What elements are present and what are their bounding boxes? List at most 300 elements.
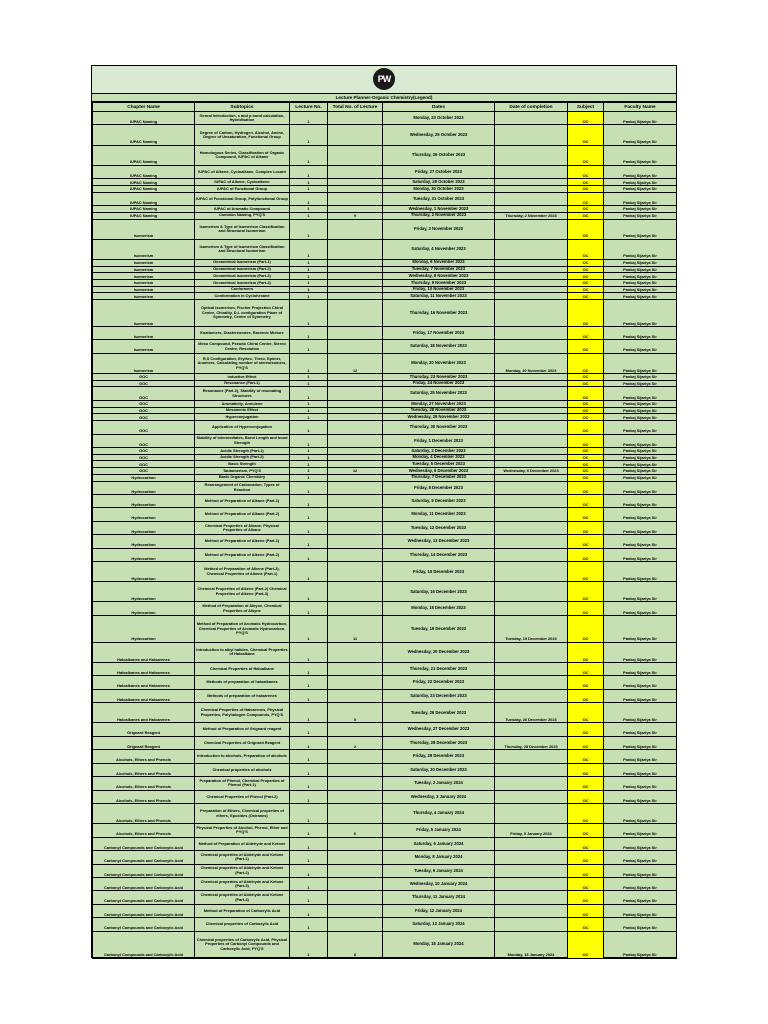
faculty-cell: Pankaj Sijariya Sir	[604, 179, 677, 186]
table-row	[93, 750, 677, 763]
faculty-cell: Pankaj Sijariya Sir	[604, 273, 677, 280]
subtopic-cell: Resonance (Part-1)	[195, 380, 290, 387]
table-row	[93, 145, 677, 165]
subtopic-cell: IUPAC of Alkene, Cycloalkene	[195, 179, 290, 186]
lecture-no-cell: 1	[290, 562, 328, 582]
faculty-cell: Pankaj Sijariya Sir	[604, 777, 677, 790]
date-cell: Thursday, 26 October 2023	[383, 145, 495, 165]
subject-cell: OC	[568, 582, 604, 602]
faculty-cell: Pankaj Sijariya Sir	[604, 286, 677, 293]
chapter-cell: IUPAC Naming	[93, 192, 195, 205]
completion-date-cell	[495, 851, 568, 864]
subtopic-cell: Chemical Properties of Alkene (Part-2) Chemical Properties of Alkene (Part-3)	[195, 582, 290, 602]
total-lectures-cell	[328, 461, 383, 468]
chapter-cell: Isomerism	[93, 286, 195, 293]
date-cell: Thursday, 21 December 2023	[383, 662, 495, 675]
faculty-cell: Pankaj Sijariya Sir	[604, 723, 677, 736]
table-row	[93, 877, 677, 890]
subject-cell: OC	[568, 562, 604, 582]
completion-date-cell	[495, 380, 568, 387]
table-row	[93, 676, 677, 689]
subject-cell: OC	[568, 824, 604, 837]
completion-date-cell	[495, 340, 568, 353]
faculty-cell: Pankaj Sijariya Sir	[604, 279, 677, 286]
date-cell: Wednesday, 13 December 2023	[383, 535, 495, 548]
date-cell: Saturday, 16 December 2023	[383, 582, 495, 602]
lecture-no-cell: 1	[290, 340, 328, 353]
lecture-no-cell: 1	[290, 736, 328, 749]
total-lectures-cell	[328, 165, 383, 178]
chapter-cell: Alcohols, Ethers and Phenols	[93, 804, 195, 824]
completion-date-cell	[495, 723, 568, 736]
date-cell: Wednesday, 25 October 2023	[383, 125, 495, 145]
completion-date-cell	[495, 689, 568, 702]
subtopic-cell: Geometrical Isomerism (Part-4)	[195, 279, 290, 286]
total-lectures-cell: 5	[328, 703, 383, 723]
completion-date-cell	[495, 219, 568, 239]
subject-cell: OC	[568, 804, 604, 824]
subtopic-cell: Meso Compound, Pseudo Chiral Centre, Stereo Centre, Resolution	[195, 340, 290, 353]
total-lectures-cell	[328, 474, 383, 481]
completion-date-cell	[495, 602, 568, 615]
total-lectures-cell	[328, 790, 383, 803]
lecture-no-cell: 1	[290, 212, 328, 219]
table-row	[93, 259, 677, 266]
date-cell: Tuesday, 7 November 2023	[383, 266, 495, 273]
chapter-cell: Haloalkanes and Haloarenes	[93, 662, 195, 675]
total-lectures-cell	[328, 851, 383, 864]
completion-date-cell	[495, 414, 568, 421]
completion-date-cell	[495, 676, 568, 689]
date-cell: Friday, 22 December 2023	[383, 676, 495, 689]
date-cell: Thursday, 2 November 2023	[383, 212, 495, 219]
total-lectures-cell: 9	[328, 212, 383, 219]
faculty-cell: Pankaj Sijariya Sir	[604, 165, 677, 178]
subject-cell: OC	[568, 387, 604, 400]
subject-cell: OC	[568, 474, 604, 481]
date-cell: Saturday, 25 November 2023	[383, 387, 495, 400]
completion-date-cell	[495, 535, 568, 548]
faculty-cell: Pankaj Sijariya Sir	[604, 300, 677, 327]
table-row	[93, 192, 677, 205]
date-cell: Saturday, 6 January 2024	[383, 837, 495, 850]
completion-date-cell	[495, 904, 568, 917]
completion-date-cell: Thursday, 2 November 2023	[495, 212, 568, 219]
chapter-cell: Grignard Reagent	[93, 723, 195, 736]
chapter-cell: Alcohols, Ethers and Phenols	[93, 750, 195, 763]
lecture-planner-sheet	[91, 65, 677, 958]
completion-date-cell	[495, 521, 568, 534]
completion-date-cell	[495, 206, 568, 213]
chapter-cell: Isomerism	[93, 300, 195, 327]
total-lectures-cell	[328, 918, 383, 931]
completion-date-cell	[495, 891, 568, 904]
subtopic-cell: Preparation of Ethers, Chemical properties of ethers, Epoxides (Oxiranes)	[195, 804, 290, 824]
faculty-cell: Pankaj Sijariya Sir	[604, 414, 677, 421]
total-lectures-cell: 12	[328, 468, 383, 475]
subject-cell: OC	[568, 736, 604, 749]
chapter-cell: Hydrocarbon	[93, 582, 195, 602]
total-lectures-cell	[328, 293, 383, 300]
completion-date-cell	[495, 454, 568, 461]
date-cell: Friday, 3 November 2023	[383, 219, 495, 239]
table-row	[93, 353, 677, 373]
total-lectures-cell	[328, 340, 383, 353]
subject-cell: OC	[568, 891, 604, 904]
subtopic-cell: Chemical Properties of Phenol (Part-2)	[195, 790, 290, 803]
completion-date-cell	[495, 582, 568, 602]
date-cell: Saturday, 28 October 2023	[383, 179, 495, 186]
completion-date-cell: Wednesday, 6 December 2023	[495, 468, 568, 475]
faculty-cell: Pankaj Sijariya Sir	[604, 931, 677, 958]
lecture-no-cell: 1	[290, 327, 328, 340]
completion-date-cell	[495, 548, 568, 561]
table-row	[93, 851, 677, 864]
completion-date-cell	[495, 434, 568, 447]
lecture-no-cell: 1	[290, 508, 328, 521]
table-row	[93, 468, 677, 475]
date-cell: Thursday, 30 November 2023	[383, 421, 495, 434]
faculty-cell: Pankaj Sijariya Sir	[604, 112, 677, 125]
faculty-cell: Pankaj Sijariya Sir	[604, 562, 677, 582]
subject-cell: OC	[568, 273, 604, 280]
total-lectures-cell	[328, 763, 383, 776]
lecture-no-cell: 1	[290, 125, 328, 145]
chapter-cell: Hydrocarbon	[93, 535, 195, 548]
total-lectures-cell: 12	[328, 353, 383, 373]
subtopic-cell: Basic Strength	[195, 461, 290, 468]
subtopic-cell: Chemical Properties of Haloalkane	[195, 662, 290, 675]
chapter-cell: IUPAC Naming	[93, 125, 195, 145]
table-row	[93, 125, 677, 145]
chapter-cell: Alcohols, Ethers and Phenols	[93, 763, 195, 776]
faculty-cell: Pankaj Sijariya Sir	[604, 468, 677, 475]
total-lectures-cell	[328, 454, 383, 461]
subtopic-cell: IUPAC of Aromatic Compound	[195, 206, 290, 213]
total-lectures-cell	[328, 535, 383, 548]
completion-date-cell	[495, 259, 568, 266]
lecture-no-cell: 1	[290, 407, 328, 414]
completion-date-cell	[495, 481, 568, 494]
subject-cell: OC	[568, 777, 604, 790]
date-cell: Monday, 30 October 2023	[383, 185, 495, 192]
completion-date-cell	[495, 864, 568, 877]
chapter-cell: Grignard Reagent	[93, 736, 195, 749]
faculty-cell: Pankaj Sijariya Sir	[604, 918, 677, 931]
lecture-no-cell: 1	[290, 602, 328, 615]
logo-text: PW	[377, 74, 391, 84]
sheet-title: Lecture Planner-Organic Chemistry(Legend)	[92, 94, 676, 102]
table-row	[93, 421, 677, 434]
subject-cell: OC	[568, 750, 604, 763]
subject-cell: OC	[568, 877, 604, 890]
table-row	[93, 300, 677, 327]
chapter-cell: GOC	[93, 400, 195, 407]
lecture-no-cell: 1	[290, 723, 328, 736]
subtopic-cell: Conformation in Cyclohexane	[195, 293, 290, 300]
chapter-cell: Carbonyl Compounds and Carboxylic Acid	[93, 918, 195, 931]
total-lectures-cell: 11	[328, 615, 383, 642]
lecture-no-cell: 1	[290, 662, 328, 675]
col-header-dates: Dates	[383, 103, 495, 112]
date-cell: Friday, 1 December 2023	[383, 434, 495, 447]
lecture-no-cell: 1	[290, 548, 328, 561]
faculty-cell: Pankaj Sijariya Sir	[604, 474, 677, 481]
table-row	[93, 179, 677, 186]
chapter-cell: Isomerism	[93, 219, 195, 239]
table-row	[93, 239, 677, 259]
lecture-no-cell: 1	[290, 273, 328, 280]
lecture-no-cell: 1	[290, 185, 328, 192]
faculty-cell: Pankaj Sijariya Sir	[604, 374, 677, 381]
date-cell: Wednesday, 1 November 2023	[383, 206, 495, 213]
subject-cell: OC	[568, 548, 604, 561]
subject-cell: OC	[568, 293, 604, 300]
lecture-no-cell: 1	[290, 374, 328, 381]
subtopic-cell: Method of Preparation of Alkene (Part-2)	[195, 548, 290, 561]
subtopic-cell: Chemical properties of Aldehyde and Ketone (Part-4)	[195, 891, 290, 904]
chapter-cell: IUPAC Naming	[93, 165, 195, 178]
subject-cell: OC	[568, 239, 604, 259]
date-cell: Friday, 27 October 2023	[383, 165, 495, 178]
subtopic-cell: Acidic Strength (Part-2)	[195, 454, 290, 461]
total-lectures-cell	[328, 279, 383, 286]
total-lectures-cell	[328, 421, 383, 434]
faculty-cell: Pankaj Sijariya Sir	[604, 615, 677, 642]
lecture-no-cell: 1	[290, 851, 328, 864]
subject-cell: OC	[568, 259, 604, 266]
date-cell: Friday, 24 November 2023	[383, 380, 495, 387]
date-cell: Thursday, 11 January 2024	[383, 891, 495, 904]
total-lectures-cell	[328, 837, 383, 850]
subtopic-cell: Method of Preparation of Alkene (Part-3), Chemical Properties of Alkene (Part-1)	[195, 562, 290, 582]
table-row	[93, 481, 677, 494]
faculty-cell: Pankaj Sijariya Sir	[604, 461, 677, 468]
faculty-cell: Pankaj Sijariya Sir	[604, 481, 677, 494]
total-lectures-cell	[328, 434, 383, 447]
total-lectures-cell	[328, 414, 383, 421]
total-lectures-cell	[328, 112, 383, 125]
subtopic-cell: Degree of Carbon, Hydrogen, Alcohol, Amine, Degree of Unsaturation, Functional Group	[195, 125, 290, 145]
subtopic-cell: Method of Preparation of Grignard reagent	[195, 723, 290, 736]
chapter-cell: GOC	[93, 468, 195, 475]
subtopic-cell: Conformers	[195, 286, 290, 293]
subtopic-cell: Chemical properties of Carboxylic Acid, Physical Properties of Carbonyl Compounds and Carboxylic Acid, PYQ'S	[195, 931, 290, 958]
completion-date-cell	[495, 165, 568, 178]
subject-cell: OC	[568, 790, 604, 803]
completion-date-cell	[495, 286, 568, 293]
date-cell: Thursday, 28 December 2023	[383, 736, 495, 749]
completion-date-cell	[495, 750, 568, 763]
subtopic-cell: Acidic Strength (Part-1)	[195, 447, 290, 454]
chapter-cell: IUPAC Naming	[93, 179, 195, 186]
lecture-no-cell: 1	[290, 703, 328, 723]
completion-date-cell	[495, 300, 568, 327]
lecture-no-cell: 1	[290, 219, 328, 239]
total-lectures-cell	[328, 266, 383, 273]
subtopic-cell: Rearrangement of Carbocation, Types of Reaction	[195, 481, 290, 494]
completion-date-cell	[495, 239, 568, 259]
faculty-cell: Pankaj Sijariya Sir	[604, 206, 677, 213]
completion-date-cell	[495, 374, 568, 381]
chapter-cell: IUPAC Naming	[93, 145, 195, 165]
table-row	[93, 703, 677, 723]
completion-date-cell	[495, 461, 568, 468]
lecture-no-cell: 1	[290, 790, 328, 803]
date-cell: Monday, 27 November 2023	[383, 400, 495, 407]
chapter-cell: Isomerism	[93, 279, 195, 286]
subtopic-cell: Geometrical Isomerism (Part-2)	[195, 266, 290, 273]
col-header-chapter: Chapter Name	[93, 103, 195, 112]
total-lectures-cell: 6	[328, 824, 383, 837]
subject-cell: OC	[568, 676, 604, 689]
chapter-cell: Carbonyl Compounds and Carboxylic Acid	[93, 904, 195, 917]
subtopic-cell: Chemical Properties of Grignard Reagent	[195, 736, 290, 749]
total-lectures-cell	[328, 642, 383, 662]
subject-cell: OC	[568, 642, 604, 662]
date-cell: Tuesday, 5 December 2023	[383, 461, 495, 468]
total-lectures-cell	[328, 179, 383, 186]
faculty-cell: Pankaj Sijariya Sir	[604, 212, 677, 219]
table-row	[93, 918, 677, 931]
completion-date-cell	[495, 279, 568, 286]
subtopic-cell: Tautomerism, PYQ'S	[195, 468, 290, 475]
chapter-cell: GOC	[93, 454, 195, 461]
date-cell: Wednesday, 27 December 2023	[383, 723, 495, 736]
col-header-faculty: Faculty Name	[604, 103, 677, 112]
table-row	[93, 689, 677, 702]
subtopic-cell: IUPAC of Functional Group	[195, 185, 290, 192]
completion-date-cell	[495, 508, 568, 521]
date-cell: Saturday, 11 November 2023	[383, 293, 495, 300]
subtopic-cell: Resonance (Part-2), Stability of resonating Structures	[195, 387, 290, 400]
total-lectures-cell	[328, 582, 383, 602]
lecture-no-cell: 1	[290, 481, 328, 494]
date-cell: Tuesday, 26 December 2023	[383, 703, 495, 723]
subject-cell: OC	[568, 468, 604, 475]
lecture-no-cell: 1	[290, 266, 328, 273]
subject-cell: OC	[568, 763, 604, 776]
faculty-cell: Pankaj Sijariya Sir	[604, 508, 677, 521]
chapter-cell: Alcohols, Ethers and Phenols	[93, 824, 195, 837]
total-lectures-cell	[328, 206, 383, 213]
table-row	[93, 327, 677, 340]
table-row	[93, 219, 677, 239]
chapter-cell: Isomerism	[93, 353, 195, 373]
total-lectures-cell: 8	[328, 931, 383, 958]
table-row	[93, 904, 677, 917]
faculty-cell: Pankaj Sijariya Sir	[604, 582, 677, 602]
subject-cell: OC	[568, 662, 604, 675]
faculty-cell: Pankaj Sijariya Sir	[604, 824, 677, 837]
chapter-cell: GOC	[93, 407, 195, 414]
completion-date-cell	[495, 400, 568, 407]
chapter-cell: Hydrocarbon	[93, 481, 195, 494]
date-cell: Saturday, 30 December 2023	[383, 763, 495, 776]
lecture-no-cell: 1	[290, 286, 328, 293]
lecture-no-cell: 1	[290, 353, 328, 373]
total-lectures-cell	[328, 662, 383, 675]
total-lectures-cell	[328, 723, 383, 736]
table-row	[93, 380, 677, 387]
chapter-cell: Carbonyl Compounds and Carboxylic Acid	[93, 864, 195, 877]
subject-cell: OC	[568, 414, 604, 421]
chapter-cell: IUPAC Naming	[93, 206, 195, 213]
chapter-cell: Carbonyl Compounds and Carboxylic Acid	[93, 851, 195, 864]
lecture-no-cell: 1	[290, 192, 328, 205]
faculty-cell: Pankaj Sijariya Sir	[604, 864, 677, 877]
date-cell: Monday, 8 January 2024	[383, 851, 495, 864]
subtopic-cell: R,S Configuration, Erythro, Threo, Epimer, Anomers, Calculating number of stereoisomers, PYQ'S	[195, 353, 290, 373]
chapter-cell: Hydrocarbon	[93, 521, 195, 534]
chapter-cell: GOC	[93, 414, 195, 421]
total-lectures-cell	[328, 521, 383, 534]
faculty-cell: Pankaj Sijariya Sir	[604, 192, 677, 205]
total-lectures-cell	[328, 481, 383, 494]
date-cell: Friday, 10 November 2023	[383, 286, 495, 293]
subtopic-cell: Method of Preparation of Alkene (Part-1)	[195, 535, 290, 548]
subject-cell: OC	[568, 266, 604, 273]
faculty-cell: Pankaj Sijariya Sir	[604, 736, 677, 749]
lecture-no-cell: 1	[290, 165, 328, 178]
subject-cell: OC	[568, 851, 604, 864]
completion-date-cell	[495, 837, 568, 850]
col-header-subject: Subject	[568, 103, 604, 112]
faculty-cell: Pankaj Sijariya Sir	[604, 293, 677, 300]
total-lectures-cell	[328, 327, 383, 340]
completion-date-cell	[495, 145, 568, 165]
total-lectures-cell	[328, 689, 383, 702]
subject-cell: OC	[568, 494, 604, 507]
faculty-cell: Pankaj Sijariya Sir	[604, 145, 677, 165]
chapter-cell: Alcohols, Ethers and Phenols	[93, 790, 195, 803]
total-lectures-cell	[328, 777, 383, 790]
date-cell: Monday, 11 December 2023	[383, 508, 495, 521]
faculty-cell: Pankaj Sijariya Sir	[604, 521, 677, 534]
chapter-cell: Hydrocarbon	[93, 602, 195, 615]
chapter-cell: GOC	[93, 387, 195, 400]
subtopic-cell: Geometrical Isomerism (Part-3)	[195, 273, 290, 280]
subtopic-cell: Physical Properties of Alcohol, Phenol, Ether and PYQ'S	[195, 824, 290, 837]
date-cell: Saturday, 9 December 2023	[383, 494, 495, 507]
date-cell: Monday, 20 November 2023	[383, 353, 495, 373]
table-row	[93, 461, 677, 468]
completion-date-cell	[495, 192, 568, 205]
completion-date-cell	[495, 407, 568, 414]
completion-date-cell: Monday, 20 November 2023	[495, 353, 568, 373]
total-lectures-cell	[328, 286, 383, 293]
lecture-no-cell: 1	[290, 642, 328, 662]
lecture-no-cell: 1	[290, 763, 328, 776]
chapter-cell: Hydrocarbon	[93, 494, 195, 507]
lecture-no-cell: 1	[290, 145, 328, 165]
subtopic-cell: Chemical properties of Carboxylic Acid	[195, 918, 290, 931]
lecture-no-cell: 1	[290, 434, 328, 447]
lecture-no-cell: 1	[290, 380, 328, 387]
faculty-cell: Pankaj Sijariya Sir	[604, 353, 677, 373]
subject-cell: OC	[568, 125, 604, 145]
subject-cell: OC	[568, 212, 604, 219]
chapter-cell: Hydrocarbon	[93, 548, 195, 561]
table-row	[93, 804, 677, 824]
subject-cell: OC	[568, 461, 604, 468]
subject-cell: OC	[568, 837, 604, 850]
lecture-no-cell: 1	[290, 179, 328, 186]
chapter-cell: Isomerism	[93, 259, 195, 266]
total-lectures-cell	[328, 602, 383, 615]
total-lectures-cell	[328, 125, 383, 145]
subtopic-cell: Chemical properties of Aldehyde and Ketone (Part-2)	[195, 864, 290, 877]
